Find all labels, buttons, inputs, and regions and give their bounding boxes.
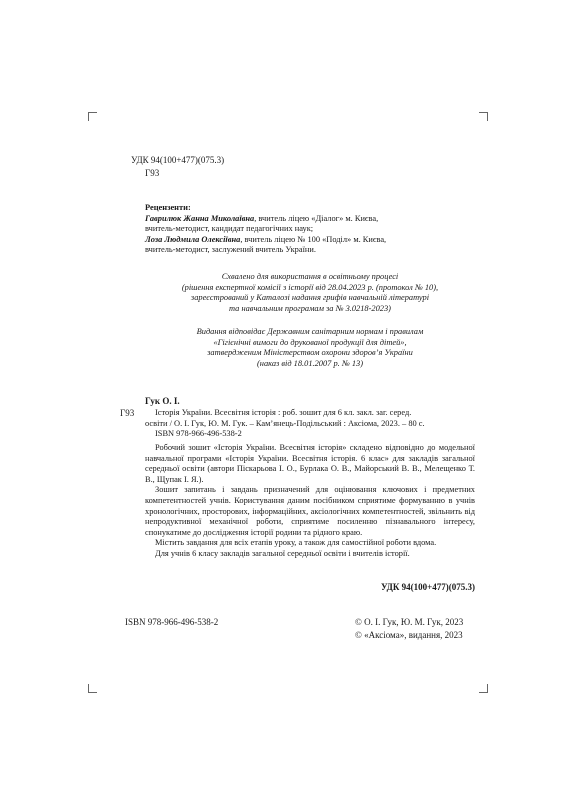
sanitary-line: Видання відповідає Державним санітарним нормам і правилам (196, 327, 424, 336)
sanitary-block (145, 327, 475, 369)
sanitary-line: «Гігієнічні вимоги до друкованої продукції для дітей», (213, 337, 407, 347)
crop-mark-top-left (88, 112, 97, 121)
annotation-paragraph: Для учнів 6 класу закладів загальної середньої освіти і вчителів історії. (155, 548, 410, 558)
sanitary-line: затвердженим Міністерством охорони здоров’я України (207, 348, 413, 358)
reviewer-2-role: , вчитель ліцею № 100 «Поділ» м. Києва, (240, 234, 387, 244)
reviewer-1-role2: вчитель-методист, кандидат педагогічних наук; (145, 224, 314, 234)
biblio-record (145, 408, 475, 440)
crop-mark-top-right (479, 112, 488, 121)
approval-line: та навчальним програмам за № 3.0218-2023) (229, 303, 391, 313)
annotation-paragraph: Містить завдання для всіх етапів уроку, а також для самостійної роботи вдома. (155, 538, 437, 548)
reviewer-2-role2: вчитель-методист, заслужений вчитель України. (145, 245, 316, 255)
reviewer-1 (145, 214, 475, 225)
copyright-authors: © О. І. Гук, Ю. М. Гук, 2023 (355, 617, 464, 627)
biblio-index: Г93 (120, 408, 135, 418)
crop-mark-bottom-left (88, 684, 97, 693)
approval-block (145, 272, 475, 314)
approval-line: зареєстрований у Каталозі надання грифів навчальній літературі (190, 293, 430, 303)
annotation-paragraph: Робочий зошит «Історія України. Всесвітня історія» складено відповідно до модельної навчальної програми «Історія України. Всесвітня історія. 6 клас» для закладів загальної середньої освіти (автори Піскарьова І. О., Бурлака О. В., Майорський В. В., Мелещенко Т. В., Щупак І. Я.). (145, 443, 475, 484)
reviewers-heading: Рецензенти: (145, 203, 191, 212)
sanitary-line: (наказ від 18.01.2007 р. № 13) (257, 358, 363, 368)
udk-bottom: УДК 94(100+477)(075.3) (380, 582, 475, 592)
biblio-isbn: ISBN 978-966-496-538-2 (155, 429, 242, 439)
biblio-line-2: освіти / О. І. Гук, Ю. М. Гук. – Кам’янець-Подільський : Аксіома, 2023. – 80 с. (145, 418, 425, 428)
reviewers-block (145, 203, 475, 256)
approval-line: Схвалено для використання в освітньому процесі (221, 272, 399, 281)
crop-mark-bottom-right (479, 684, 488, 693)
approval-line: (рішення експертної комісії з історії від 28.04.2023 р. (протокол № 10), (181, 282, 439, 292)
reviewer-2 (145, 235, 475, 246)
udk-top: УДК 94(100+477)(075.3) (131, 155, 225, 165)
reviewer-1-role: , вчитель ліцею «Діалог» м. Києва, (254, 213, 379, 223)
copyright-publisher: © «Аксіома», видання, 2023 (355, 630, 463, 640)
bbk-index: Г93 (145, 168, 160, 178)
biblio-author: Гук О. І. (145, 396, 180, 406)
annotation-block (145, 443, 475, 560)
footer-isbn: ISBN 978-966-496-538-2 (125, 617, 219, 627)
annotation-paragraph: Зошит запитань і завдань призначений для оцінювання ключових і предметних компетентностей учнів. Користування даним посібником сприятиме формуванню в учнів хронологічних, просторових, інформаційних, аксіологічних компетентностей, звільнить від непродуктивної механічної роботи, сприятиме посиленню пізнавального інтересу, спонукатиме до дослідження історії родини та рідного краю. (145, 485, 475, 537)
reviewer-1-name: Гаврилюк Жанна Миколаївна (145, 213, 255, 223)
reviewer-2-name: Лоза Людмила Олексіївна (145, 234, 241, 244)
biblio-line-1: Історія України. Всесвітня історія : роб. зошит для 6 кл. закл. заг. серед. (155, 408, 412, 417)
